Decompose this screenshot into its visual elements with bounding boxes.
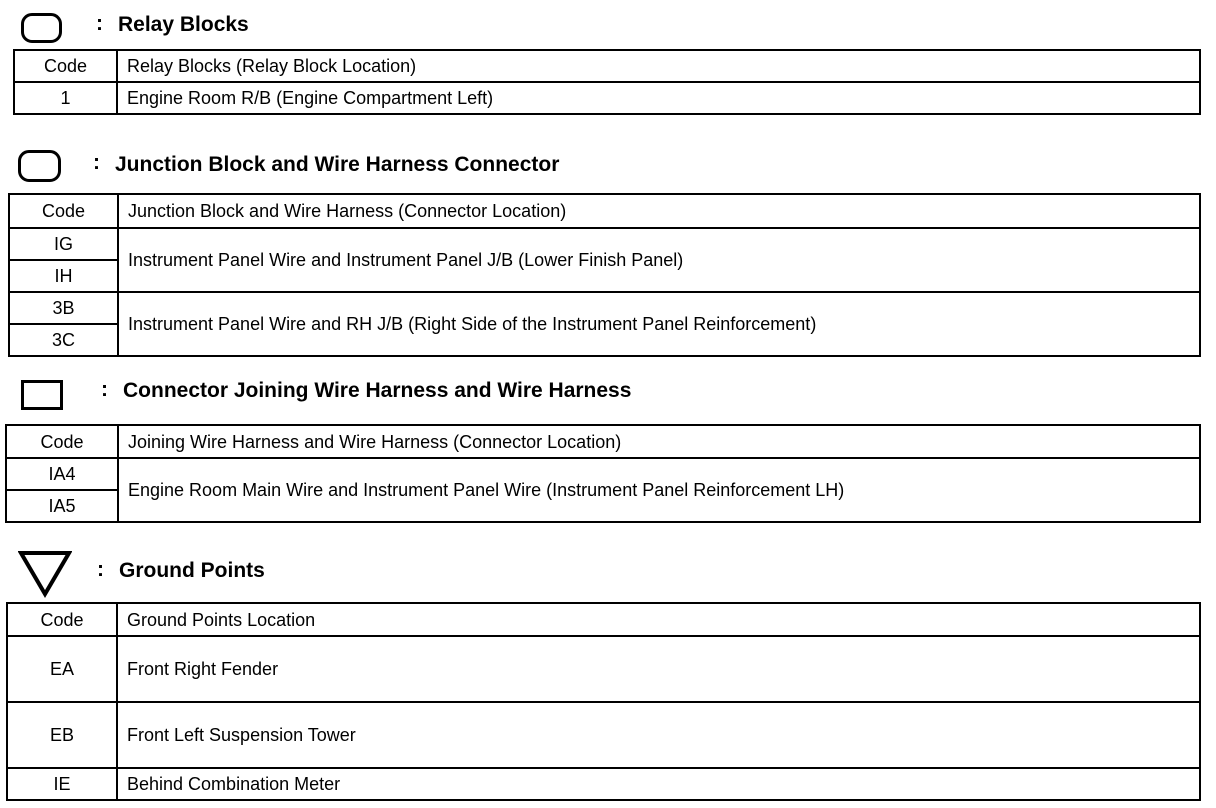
- row-location: Instrument Panel Wire and Instrument Panel J/B (Lower Finish Panel): [118, 228, 1200, 292]
- relay-table: [13, 49, 1201, 115]
- header-location: Joining Wire Harness and Wire Harness (Connector Location): [118, 425, 1200, 458]
- row-code: 3C: [9, 324, 118, 356]
- table-header-row: [14, 50, 1200, 82]
- ground-section-title: Ground Points: [119, 559, 265, 582]
- row-location: Front Right Fender: [117, 636, 1200, 702]
- header-code: Code: [6, 425, 118, 458]
- row-code: IH: [9, 260, 118, 292]
- header-location: Junction Block and Wire Harness (Connector Location): [118, 194, 1200, 228]
- table-row: [9, 292, 1200, 324]
- joining-title-colon: :: [101, 378, 108, 401]
- row-code: 3B: [9, 292, 118, 324]
- row-code: IE: [7, 768, 117, 800]
- table-header-row: [7, 603, 1200, 636]
- junction-block-symbol-icon: [18, 150, 61, 182]
- table-row: [14, 82, 1200, 114]
- row-code: 1: [14, 82, 117, 114]
- table-row: [7, 768, 1200, 800]
- header-location: Relay Blocks (Relay Block Location): [117, 50, 1200, 82]
- junction-section-title: Junction Block and Wire Harness Connector: [115, 153, 560, 176]
- ground-point-triangle-icon: [18, 550, 72, 598]
- header-code: Code: [14, 50, 117, 82]
- table-header-row: [6, 425, 1200, 458]
- junction-title-colon: :: [93, 151, 100, 174]
- row-location: Engine Room R/B (Engine Compartment Left): [117, 82, 1200, 114]
- header-location: Ground Points Location: [117, 603, 1200, 636]
- junction-table: [8, 193, 1201, 357]
- row-location: Engine Room Main Wire and Instrument Panel Wire (Instrument Panel Reinforcement LH): [118, 458, 1200, 522]
- row-location: Front Left Suspension Tower: [117, 702, 1200, 768]
- table-row: [6, 458, 1200, 490]
- joining-table: [5, 424, 1201, 523]
- row-location: Instrument Panel Wire and RH J/B (Right Side of the Instrument Panel Reinforcement): [118, 292, 1200, 356]
- table-row: [9, 228, 1200, 260]
- row-code: IG: [9, 228, 118, 260]
- row-code: EB: [7, 702, 117, 768]
- row-code: IA4: [6, 458, 118, 490]
- relay-title-colon: :: [96, 12, 103, 35]
- relay-block-symbol-icon: [21, 13, 62, 43]
- table-header-row: [9, 194, 1200, 228]
- relay-section-title: Relay Blocks: [118, 13, 249, 36]
- table-row: [7, 636, 1200, 702]
- connector-symbol-icon: [21, 380, 63, 410]
- header-code: Code: [9, 194, 118, 228]
- ground-table: [6, 602, 1201, 801]
- row-code: IA5: [6, 490, 118, 522]
- row-location: Behind Combination Meter: [117, 768, 1200, 800]
- ground-title-colon: :: [97, 558, 104, 581]
- table-row: [7, 702, 1200, 768]
- row-code: EA: [7, 636, 117, 702]
- header-code: Code: [7, 603, 117, 636]
- joining-section-title: Connector Joining Wire Harness and Wire Harness: [123, 379, 632, 402]
